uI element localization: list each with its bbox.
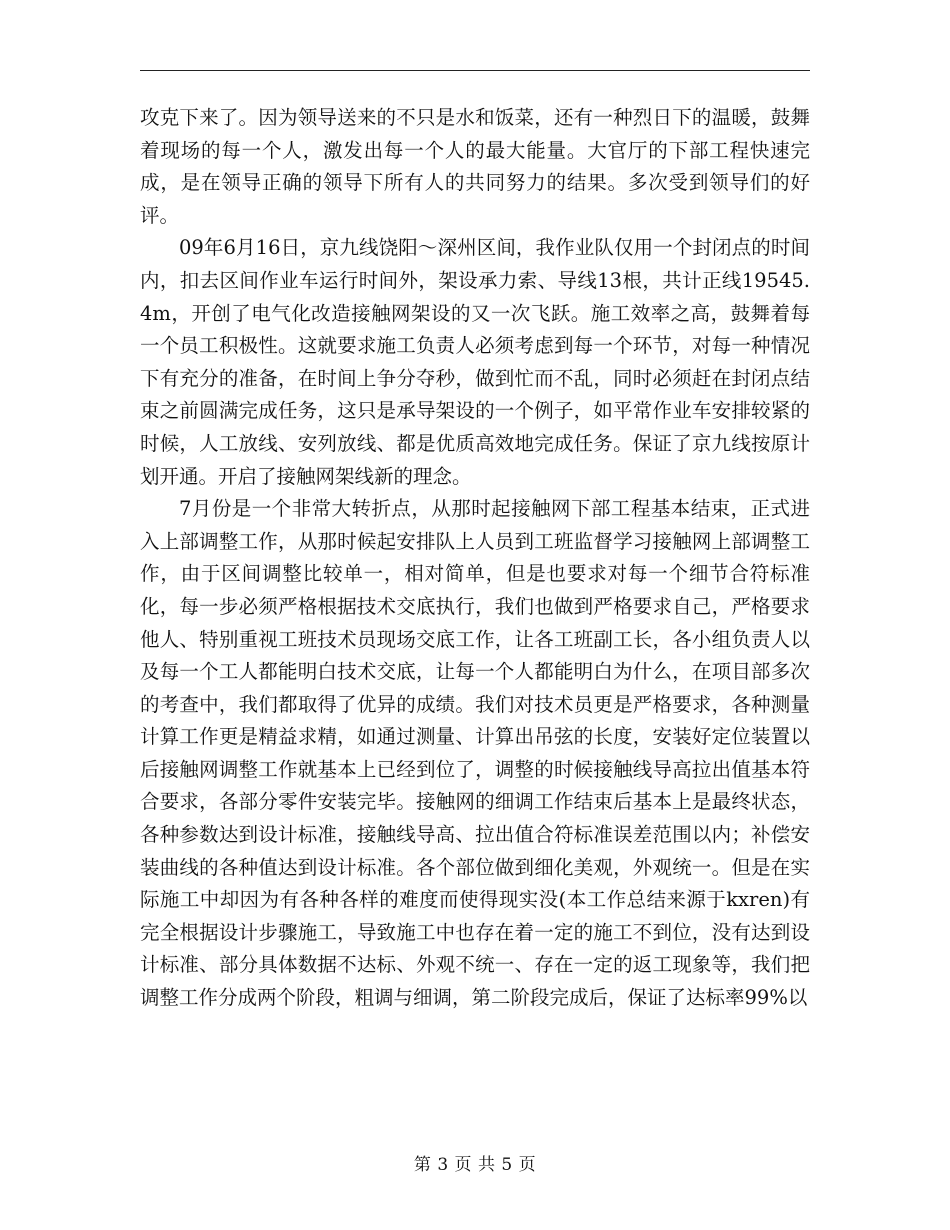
header-rule	[140, 70, 810, 71]
paragraph-continuation: 攻克下来了。因为领导送来的不只是水和饭菜，还有一种烈日下的温暖，鼓舞着现场的每一个人，激发出每一个人的最大能量。大官厅的下部工程快速完成，是在领导正确的领导下所有人的共同努力的结果。多次受到领导们的好评。	[140, 106, 810, 227]
page-number-footer: 第 3 页 共 5 页	[413, 1155, 537, 1175]
paragraph-july-adjustment-work: 7月份是一个非常大转折点，从那时起接触网下部工程基本结束，正式进入上部调整工作，从那时候起安排队上人员到工班监督学习接触网上部调整工作，由于区间调整比较单一，相对简单，但是也要求对每一个细节合符标准化，每一步必须严格根据技术交底执行，我们也做到严格要求自己，严格要求他人、特别重视工班技术员现场交底工作，让各工班副工长，各小组负责人以及每一个工人都能明白技术交底，让每一个人都能明白为什么，在项目部多次的考查中，我们都取得了优异的成绩。我们对技术员更是严格要求，各种测量计算工作更是精益求精，如通过测量、计算出吊弦的长度，安装好定位装置以后接触网调整工作就基本上已经到位了，调整的时候接触线导高拉出值基本符合要求，各部分零件安装完毕。接触网的细调工作结束后基本上是最终状态，各种参数达到设计标准，接触线导高、拉出值合符标准误差范围以内；补偿安装曲线的各种值达到设计标准。各个部位做到细化美观，外观统一。但是在实际施工中却因为有各种各样的难度而使得现实没(本工作总结来源于kxren)有完全根据设计步骤施工，导致施工中也存在着一定的施工不到位，没有达到设计标准、部分具体数据不达标、外观不统一、存在一定的返工现象等，我们把调整工作分成两个阶段，粗调与细调，第二阶段完成后，保证了达标率99%以	[140, 497, 810, 1010]
document-body	[140, 102, 810, 1015]
paragraph-jingjiu-line-erection: 09年6月16日，京九线饶阳～深州区间，我作业队仅用一个封闭点的时间内，扣去区间作业车运行时间外，架设承力索、导线13根，共计正线19545.4m，开创了电气化改造接触网架设的又一次飞跃。施工效率之高，鼓舞着每一个员工积极性。这就要求施工负责人必须考虑到每一个环节，对每一种情况下有充分的准备，在时间上争分夺秒，做到忙而不乱，同时必须赶在封闭点结束之前圆满完成任务，这只是承导架设的一个例子，如平常作业车安排较紧的时候，人工放线、安列放线、都是优质高效地完成任务。保证了京九线按原计划开通。开启了接触网架线新的理念。	[140, 236, 810, 488]
